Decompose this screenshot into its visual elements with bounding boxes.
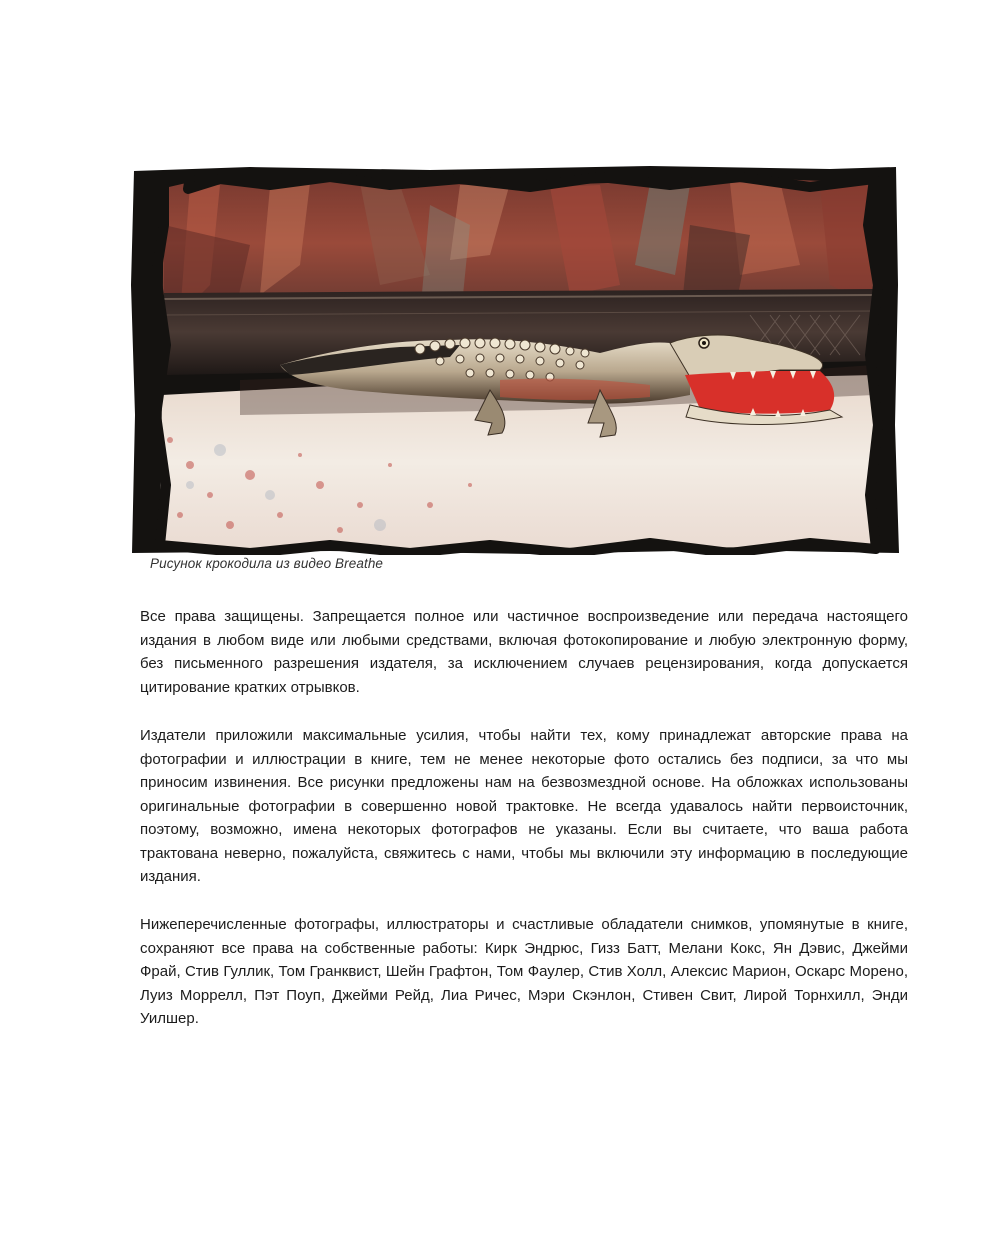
rights-paragraph: Все права защищены. Запрещается полное или частичное воспроизведение или передача настоящего издания в любом виде или любыми средствами, включая фотокопирование и любую электронную форму, без письменного разрешения издателя, за исключением случаев рецензирования, когда допускается цитирование кратких отрывков. [140, 608, 908, 696]
figure [130, 165, 900, 555]
photographers-paragraph: Нижеперечисленные фотографы, иллюстраторы и счастливые обладатели снимков, упомянутые в книге, сохраняют все права на собственные работы: Кирк Эндрюс, Гизз Батт, Мелани Кокс, Ян Дэвис, Джейми Фрай, Стив Гуллик, Том Гранквист, Шейн Графтон, Том Фаулер, Стив Холл, Алексис Марион, Оскарс Морено, Луиз Моррелл, Пэт Поуп, Джейми Рейд, Лиа Ричес, Мэри Скэнлон, Стивен Свит, Лирой Торнхилл, Энди Уилшер. [140, 916, 908, 1027]
publishers-paragraph: Издатели приложили максимальные усилия, чтобы найти тех, кому принадлежат авторские права на фотографии и иллюстрации в книге, тем не менее некоторые фото остались без подписи, за что мы приносим извинения. Все рисунки предложены нам на безвозмездной основе. На обложках использованы оригинальные фотографии в совершенно новой трактовке. Не всегда удавалось найти первоисточник, поэтому, возможно, имена некоторых фотографов не указаны. Если вы считаете, что ваша работа трактована неверно, пожалуйста, свяжитесь с нами, чтобы мы включили эту информацию в последующие издания. [140, 727, 908, 885]
crocodile-painting-image [130, 165, 900, 555]
figure-caption: Рисунок крокодила из видео Breathe [150, 556, 384, 571]
